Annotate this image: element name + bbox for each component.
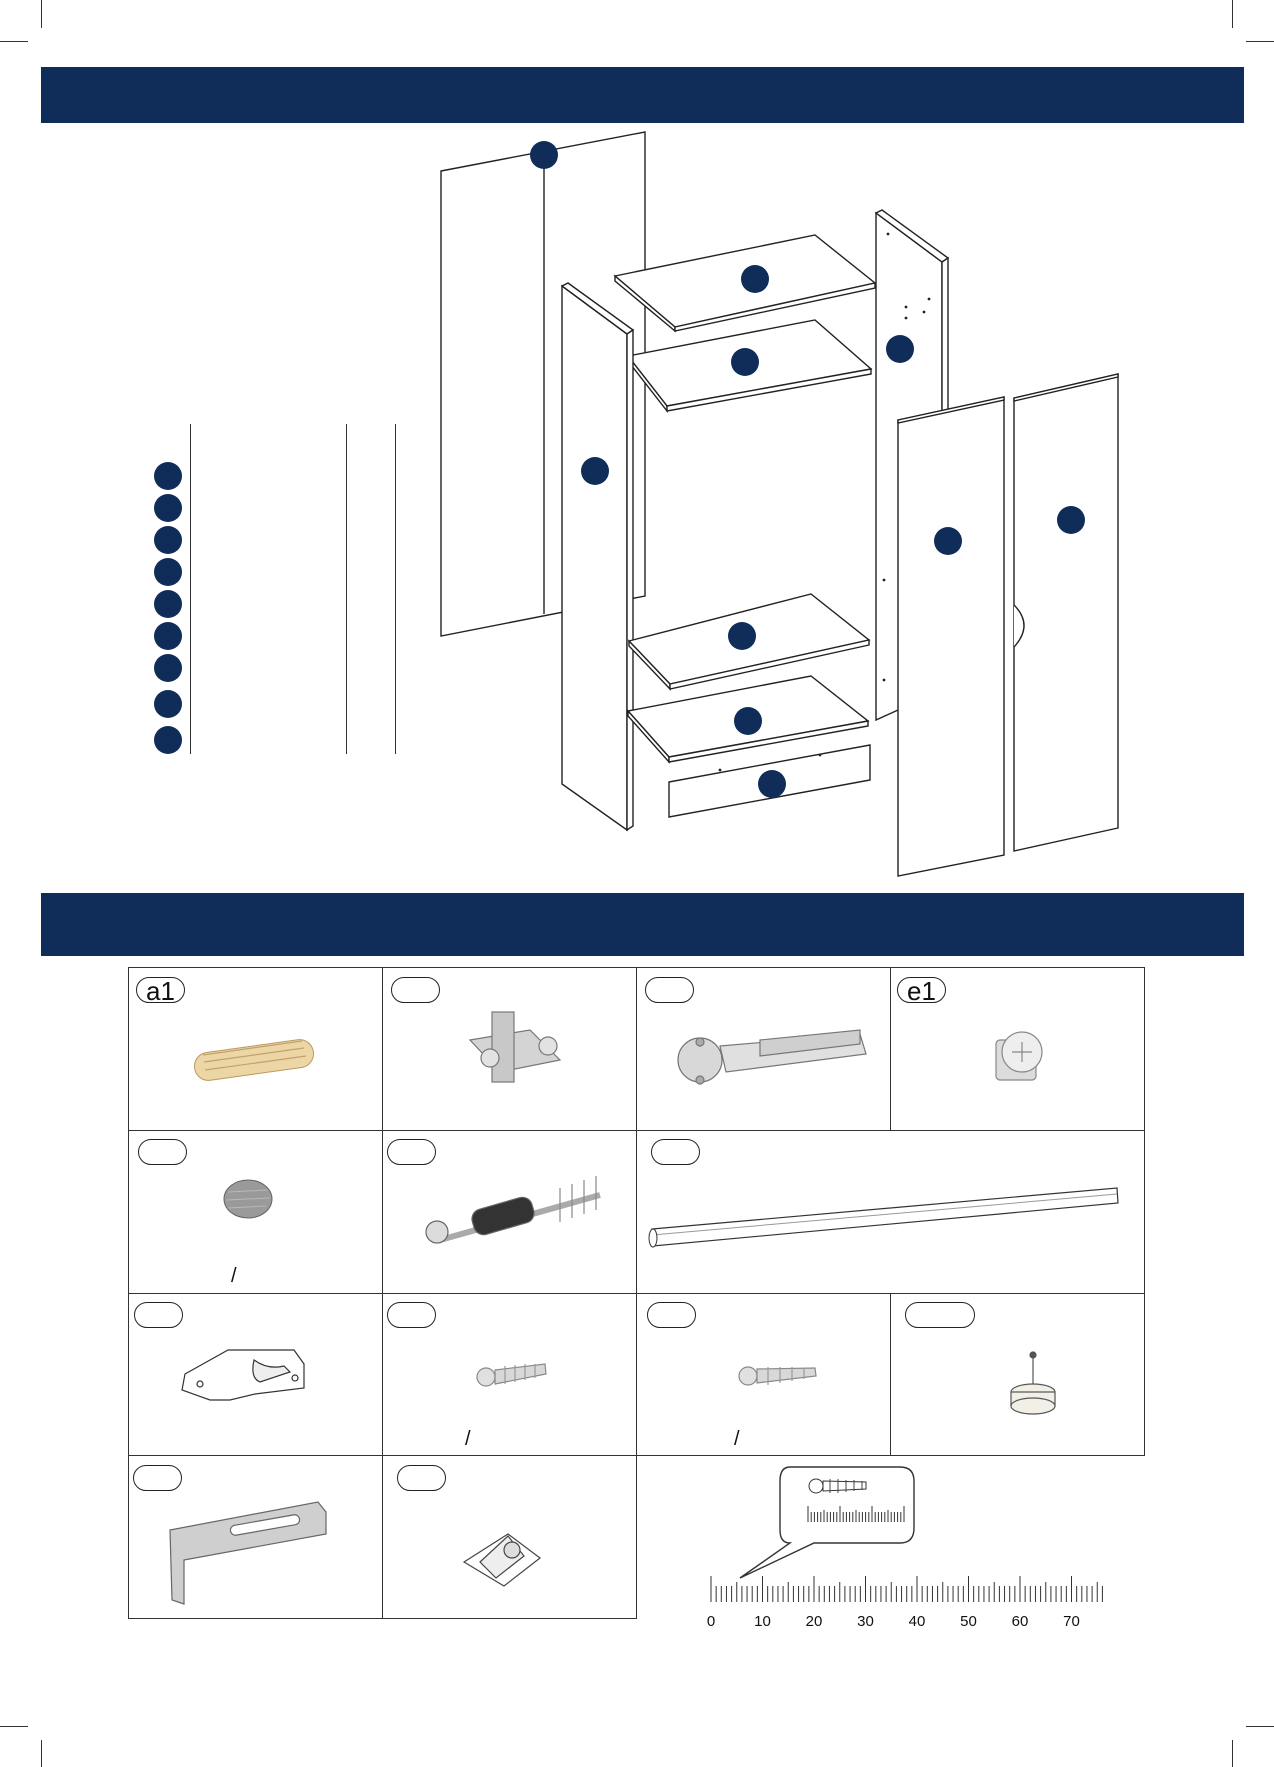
ruler-label: 20 (805, 1613, 823, 1630)
hardware-tag-a1: a1 (136, 977, 185, 1003)
hardware-tag-e1: e1 (897, 977, 946, 1003)
ruler-label: 40 (908, 1613, 926, 1630)
ruler-label: 70 (1063, 1613, 1080, 1630)
ruler-label: 30 (857, 1613, 874, 1630)
ruler-label: 60 (1011, 1613, 1029, 1630)
ruler-label: 10 (754, 1613, 771, 1630)
quantity-mark: / (231, 1265, 237, 1287)
ruler-label: 50 (960, 1613, 977, 1630)
ruler-label: 0 (706, 1613, 716, 1630)
quantity-mark: / (734, 1428, 740, 1450)
main-ruler (711, 1576, 1102, 1602)
quantity-mark: / (465, 1428, 471, 1450)
